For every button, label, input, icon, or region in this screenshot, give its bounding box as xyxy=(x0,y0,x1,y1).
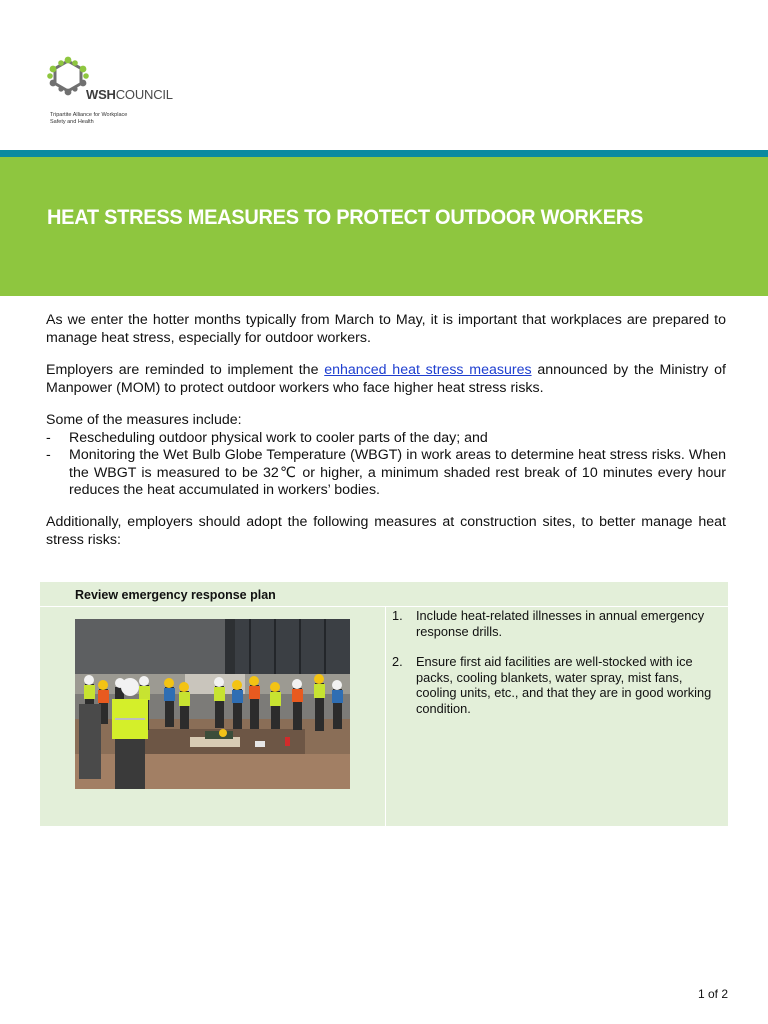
list-item xyxy=(392,654,712,716)
panel-column-divider xyxy=(385,607,386,826)
emergency-response-panel xyxy=(40,582,728,826)
header-rule xyxy=(0,150,768,157)
measures-list xyxy=(46,430,726,500)
step-number: 2. xyxy=(392,654,403,669)
measures-section xyxy=(46,412,726,500)
reminder-text-start: Employers are reminded to implement the xyxy=(46,362,325,378)
page-title: HEAT STRESS MEASURES TO PROTECT OUTDOOR WORKERS xyxy=(47,205,644,229)
logo-wordmark xyxy=(86,87,173,102)
list-item: - Rescheduling outdoor physical work to cooler parts of the day; and xyxy=(46,430,726,448)
page-number: 1 of 2 xyxy=(697,987,728,1001)
panel-divider xyxy=(40,606,728,607)
intro-paragraph: As we enter the hotter months typically from March to May, it is important that workplaces are prepared to manage heat stress, especially for outdoor workers. xyxy=(46,312,726,346)
step-text: Ensure first aid facilities are well-stocked with ice packs, cooling blankets, water spray, mist fans, cooling units, etc., and that they are in good working condition. xyxy=(416,654,712,716)
reminder-text-end: announced by the Ministry of Manpower (MOM) to protect outdoor workers who face higher heat stress risks. xyxy=(46,362,726,396)
wsh-logo-icon xyxy=(44,54,92,102)
wsh-council-logo xyxy=(44,54,204,134)
measures-intro: Some of the measures include: xyxy=(46,412,242,428)
logo-word-rest: COUNCIL xyxy=(115,87,173,102)
construction-paragraph: Additionally, employers should adopt the following measures at construction sites, to better manage heat stress risks: xyxy=(46,514,726,548)
enhanced-heat-stress-measures-link[interactable]: enhanced heat stress measures xyxy=(324,362,532,378)
logo-word-bold: WSH xyxy=(86,87,116,102)
panel-heading: Review emergency response plan xyxy=(75,588,276,602)
reminder-paragraph xyxy=(46,362,726,397)
step-text: Include heat-related illnesses in annual emergency response drills. xyxy=(416,608,705,639)
logo-tagline: Tripartite Alliance for Workplace Safety and Health xyxy=(50,112,128,125)
step-number: 1. xyxy=(392,608,403,623)
list-item xyxy=(392,608,712,639)
response-steps-list xyxy=(392,608,712,731)
list-item: - Monitoring the Wet Bulb Globe Temperature (WBGT) in work areas to determine heat stress risks. When the WBGT is measured to be 32℃ or higher, a minimum shaded rest break of 10 minutes every hour reduces the heat accumulated in workers’ bodies. xyxy=(46,447,726,500)
construction-site-drill-photo xyxy=(75,619,350,789)
